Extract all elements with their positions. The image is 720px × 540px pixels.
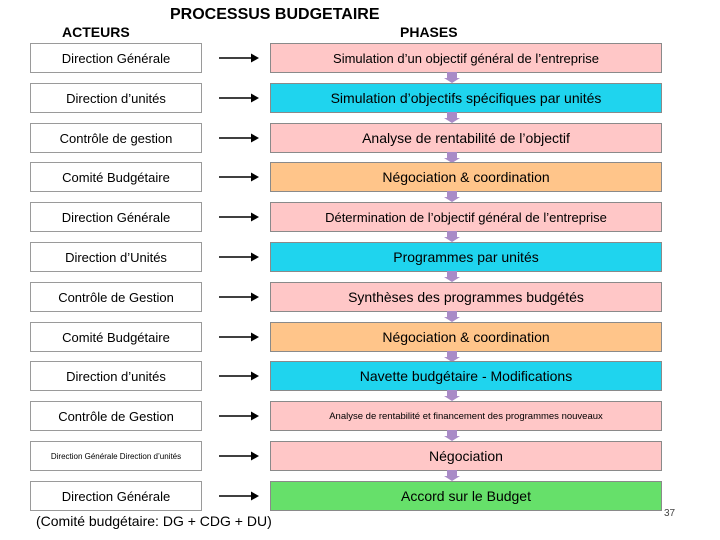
page-number: 37 <box>664 508 676 519</box>
actor-box: Direction d’unités <box>30 361 202 391</box>
arrow-right-icon <box>218 211 260 223</box>
down-connector-icon <box>444 430 460 441</box>
phase-box: Simulation d’un objectif général de l’entreprise <box>270 43 662 73</box>
actor-box: Direction d’unités <box>30 83 202 113</box>
phase-box: Simulation d’objectifs spécifiques par unités <box>270 83 662 113</box>
down-connector-icon <box>444 470 460 481</box>
actor-box: Comité Budgétaire <box>30 322 202 352</box>
phase-box: Programmes par unités <box>270 242 662 272</box>
phase-box: Négociation & coordination <box>270 322 662 352</box>
actor-box: Direction Générale <box>30 202 202 232</box>
phase-box: Synthèses des programmes budgétés <box>270 282 662 312</box>
actor-box: Direction Générale <box>30 481 202 511</box>
actors-heading: ACTEURS <box>62 24 130 40</box>
down-connector-icon <box>444 112 460 123</box>
arrow-right-icon <box>218 331 260 343</box>
actor-box: Contrôle de Gestion <box>30 401 202 431</box>
phase-box: Analyse de rentabilité de l’objectif <box>270 123 662 153</box>
arrow-right-icon <box>218 251 260 263</box>
arrow-right-icon <box>218 370 260 382</box>
arrow-right-icon <box>218 52 260 64</box>
arrow-right-icon <box>218 490 260 502</box>
arrow-right-icon <box>218 132 260 144</box>
down-connector-icon <box>444 231 460 242</box>
actor-box: Direction Générale Direction d’unités <box>30 441 202 471</box>
footer-note: (Comité budgétaire: DG + CDG + DU) <box>36 513 272 529</box>
actor-box: Contrôle de gestion <box>30 123 202 153</box>
arrow-right-icon <box>218 171 260 183</box>
phase-box: Détermination de l’objectif général de l’entreprise <box>270 202 662 232</box>
actor-box: Comité Budgétaire <box>30 162 202 192</box>
phase-box: Négociation & coordination <box>270 162 662 192</box>
actor-box: Direction Générale <box>30 43 202 73</box>
arrow-right-icon <box>218 291 260 303</box>
actor-box: Contrôle de Gestion <box>30 282 202 312</box>
down-connector-icon <box>444 72 460 83</box>
arrow-right-icon <box>218 410 260 422</box>
down-connector-icon <box>444 390 460 401</box>
actor-box: Direction d’Unités <box>30 242 202 272</box>
arrow-right-icon <box>218 450 260 462</box>
down-connector-icon <box>444 271 460 282</box>
down-connector-icon <box>444 311 460 322</box>
phase-box: Navette budgétaire - Modifications <box>270 361 662 391</box>
phase-box: Accord sur le Budget <box>270 481 662 511</box>
phase-box: Négociation <box>270 441 662 471</box>
arrow-right-icon <box>218 92 260 104</box>
phase-box: Analyse de rentabilité et financement des programmes nouveaux <box>270 401 662 431</box>
phases-heading: PHASES <box>400 24 458 40</box>
down-connector-icon <box>444 191 460 202</box>
page-title: PROCESSUS BUDGETAIRE <box>170 6 380 23</box>
